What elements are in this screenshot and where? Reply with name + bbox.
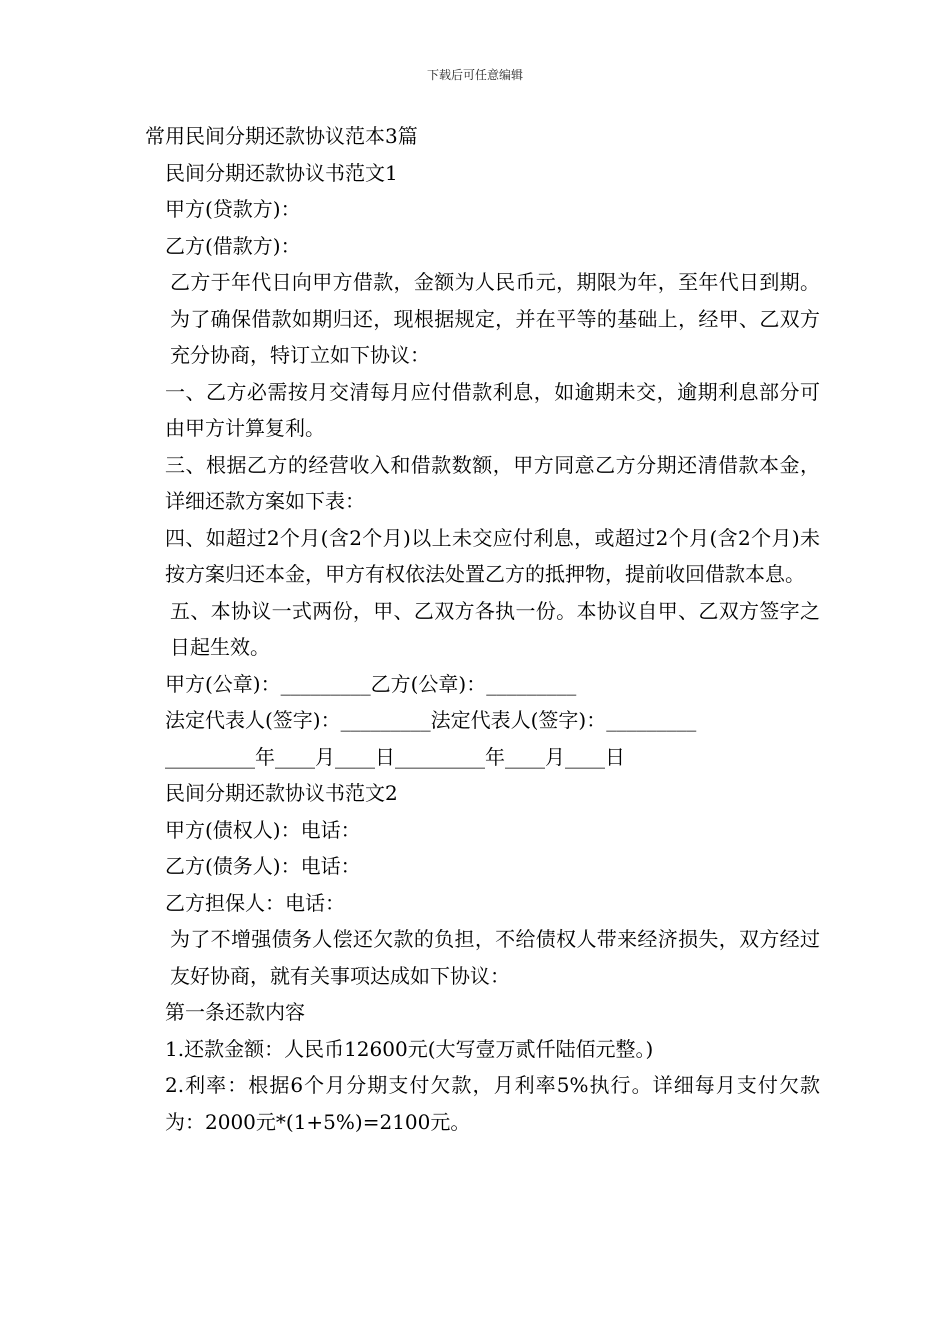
signature-representative-line: 法定代表人(签字)：_________法定代表人(签字)：_________: [165, 708, 697, 732]
clause-1: 一、乙方必需按月交清每月应付借款利息，如逾期未交，逾期利息部分可由甲方计算复利。: [165, 379, 820, 440]
article-1-title: 第一条还款内容: [165, 1000, 305, 1024]
item-interest-rate: 2.利率：根据6个月分期支付欠款，月利率5%执行。详细每月支付欠款为：2000元*(1+5%)=2100元。: [165, 1073, 820, 1134]
section-title-2: 民间分期还款协议书范文2: [165, 781, 398, 805]
signature-date-line: _________年____月____日_________年____月____日: [165, 744, 625, 769]
signature-seal-line: 甲方(公章)：_________乙方(公章)：_________: [165, 671, 577, 696]
section-title-1: 民间分期还款协议书范文1: [165, 160, 398, 185]
intro-paragraph-2: 为了不增强债务人偿还欠款的负担，不给债权人带来经济损失，双方经过友好协商，就有关事项达成如下协议：: [170, 927, 820, 988]
clause-4: 四、如超过2个月(含2个月)以上未交应付利息，或超过2个月(含2个月)未按方案归还本金，甲方有权依法处置乙方的抵押物，提前收回借款本息。: [165, 525, 820, 586]
party-b-borrower: 乙方(借款方)：: [165, 233, 301, 258]
page-header: 下载后可任意编辑: [426, 68, 523, 82]
document-body: [145, 118, 820, 1140]
debtor-line: 乙方(债务人)：电话：: [165, 854, 361, 878]
creditor-line: 甲方(债权人)：电话：: [165, 817, 361, 842]
intro-paragraph: 乙方于年代日向甲方借款，金额为人民币元，期限为年，至年代日到期。为了确保借款如期归还，现根据规定，并在平等的基础上，经甲、乙双方充分协商，特订立如下协议：: [170, 270, 820, 367]
guarantor-line: 乙方担保人：电话：: [165, 890, 345, 915]
clause-3: 三、根据乙方的经营收入和借款数额，甲方同意乙方分期还清借款本金，详细还款方案如下表：: [165, 452, 820, 513]
document-title: 常用民间分期还款协议范本3篇: [145, 124, 418, 148]
clause-5: 五、本协议一式两份，甲、乙双方各执一份。本协议自甲、乙双方签字之日起生效。: [170, 598, 820, 659]
party-a-lender: 甲方(贷款方)：: [165, 197, 301, 221]
item-repayment-amount: 1.还款金额：人民币12600元(大写壹万贰仟陆佰元整。): [165, 1036, 654, 1061]
